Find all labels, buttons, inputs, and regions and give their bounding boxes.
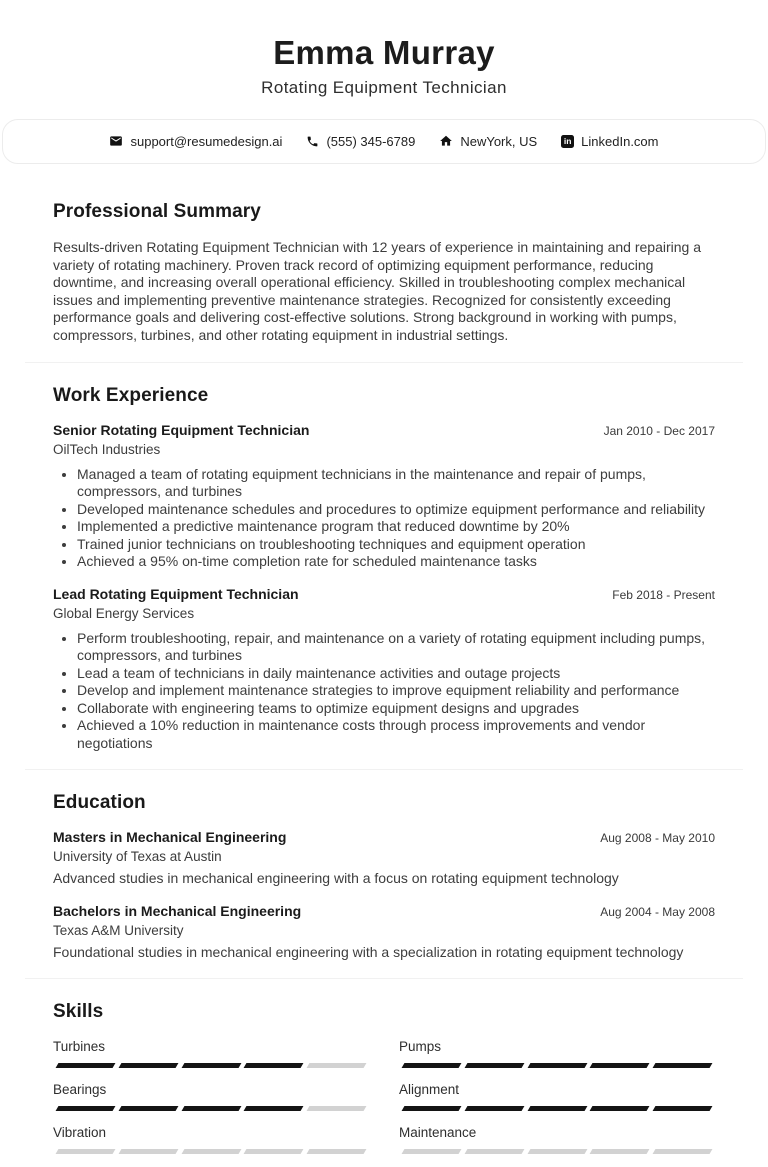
skills-grid	[53, 1038, 715, 1167]
job-bullet: • Develop and implement maintenance strategies to improve equipment reliability and performance	[77, 682, 715, 700]
contact-location	[439, 134, 537, 149]
home-icon	[439, 134, 453, 148]
skill-bar-segment	[464, 1106, 524, 1111]
skill-label: Maintenance	[399, 1125, 477, 1140]
job-title: Senior Rotating Equipment Technician	[53, 421, 310, 438]
skill-bar-segment	[181, 1063, 241, 1068]
skill-level-bar	[53, 1106, 369, 1111]
degree-school: University of Texas at Austin	[53, 849, 222, 864]
skill-bar-segment	[402, 1106, 462, 1111]
degree-title: Bachelors in Mechanical Engineering	[53, 902, 302, 919]
summary-section	[53, 201, 715, 345]
education-heading: Education	[53, 792, 146, 813]
job-bullet-list	[53, 466, 715, 571]
skill-label: Turbines	[53, 1039, 106, 1054]
skill-bar-segment	[56, 1149, 116, 1154]
job-entry	[53, 586, 715, 753]
job-bullet: • Implemented a predictive maintenance program that reduced downtime by 20%	[77, 518, 715, 536]
skill-bar-segment	[307, 1149, 367, 1154]
phone-icon	[306, 135, 319, 148]
job-bullet: • Perform troubleshooting, repair, and maintenance on a variety of rotating equipment including pumps, compressors, and turbines	[77, 630, 715, 665]
skills-heading: Skills	[53, 1001, 104, 1022]
skill-bar-segment	[653, 1106, 713, 1111]
candidate-title: Rotating Equipment Technician	[261, 77, 507, 97]
contact-linkedin	[561, 134, 658, 149]
contact-phone-text: (555) 345-6789	[326, 133, 416, 149]
education-section	[53, 792, 715, 961]
section-divider	[25, 978, 743, 979]
job-entry	[53, 422, 715, 571]
experience-heading: Work Experience	[53, 384, 209, 406]
job-bullet: • Developed maintenance schedules and procedures to optimize equipment performance and reliability	[77, 501, 715, 519]
contact-linkedin-text: LinkedIn.com	[581, 133, 659, 149]
contact-phone	[306, 134, 415, 149]
job-bullet: • Achieved a 95% on-time completion rate for scheduled maintenance tasks	[77, 553, 715, 571]
skill-bar-segment	[590, 1063, 650, 1068]
skill-bar-segment	[244, 1106, 304, 1111]
section-divider	[25, 362, 743, 363]
skill-level-bar	[399, 1149, 715, 1154]
skill-bar-segment	[118, 1063, 178, 1068]
skill-bar-segment	[307, 1106, 367, 1111]
skill-item	[399, 1081, 715, 1111]
skill-item	[399, 1124, 715, 1154]
skill-level-bar	[399, 1106, 715, 1111]
section-divider	[25, 769, 743, 770]
degree-dates: Aug 2004 - May 2008	[600, 904, 715, 919]
skill-bar-segment	[653, 1149, 713, 1154]
skill-item	[399, 1038, 715, 1068]
job-company: OilTech Industries	[53, 441, 161, 457]
job-bullet: • Achieved a 10% reduction in maintenance costs through process improvements and vendor negotiations	[77, 717, 715, 752]
experience-section	[53, 385, 715, 753]
skill-bar-segment	[590, 1149, 650, 1154]
degree-dates: Aug 2008 - May 2010	[600, 831, 715, 845]
degree-title: Masters in Mechanical Engineering	[53, 829, 287, 845]
skill-bar-segment	[181, 1106, 241, 1111]
job-title: Lead Rotating Equipment Technician	[53, 585, 299, 602]
skill-bar-segment	[56, 1106, 116, 1111]
skill-bar-segment	[181, 1149, 241, 1154]
job-header-row	[53, 586, 715, 603]
skill-item	[53, 1081, 369, 1111]
skills-section	[53, 1001, 715, 1167]
skill-item	[53, 1038, 369, 1068]
contact-bar	[2, 119, 766, 164]
contact-location-text: NewYork, US	[460, 133, 538, 149]
skill-label: Pumps	[399, 1039, 442, 1054]
skill-bar-segment	[464, 1149, 524, 1154]
skill-bar-segment	[307, 1063, 367, 1068]
resume-header	[0, 0, 768, 98]
envelope-icon	[109, 134, 123, 148]
degree-entry	[53, 829, 715, 888]
job-bullet: • Collaborate with engineering teams to optimize equipment designs and upgrades	[77, 700, 715, 718]
resume-body	[0, 201, 768, 1167]
skill-bar-segment	[402, 1149, 462, 1154]
degree-header-row	[53, 829, 715, 846]
summary-text: Results-driven Rotating Equipment Technician with 12 years of experience in maintaining and repairing a variety of rotating machinery. Proven track record of optimizing equipment performance, reducing downtime, and increasing overall operational efficiency. Skilled in troubleshooting complex mechanical issues and implementing preventive maintenance strategies. Recognized for consistently exceeding performance goals and delivering cost-effective solutions. Strong background in working with pumps, compressors, turbines, and other rotating equipment in industrial settings.	[53, 238, 701, 343]
degree-description: Foundational studies in mechanical engineering with a specialization in rotating equipment technology	[53, 943, 684, 960]
skill-item	[53, 1124, 369, 1154]
skill-bar-segment	[590, 1106, 650, 1111]
job-dates: Jan 2010 - Dec 2017	[603, 423, 715, 438]
skill-bar-segment	[244, 1149, 304, 1154]
job-list	[53, 422, 715, 753]
skill-bar-segment	[527, 1149, 587, 1154]
degree-header-row	[53, 903, 715, 920]
skill-bar-segment	[56, 1063, 116, 1068]
job-bullet: • Trained junior technicians on troubleshooting techniques and equipment operation	[77, 536, 715, 554]
contact-email-text: support@resumedesign.ai	[130, 133, 283, 149]
degree-list	[53, 829, 715, 961]
degree-entry	[53, 903, 715, 962]
skill-bar-segment	[527, 1063, 587, 1068]
skill-bar-segment	[653, 1063, 713, 1068]
linkedin-icon: in	[561, 135, 574, 148]
skill-level-bar	[53, 1149, 369, 1154]
skill-label: Bearings	[53, 1082, 107, 1097]
job-header-row	[53, 422, 715, 439]
degree-description: Advanced studies in mechanical engineering with a focus on rotating equipment technology	[53, 870, 619, 886]
job-bullet-list	[53, 630, 715, 753]
skill-bar-segment	[244, 1063, 304, 1068]
candidate-name: Emma Murray	[273, 34, 495, 71]
job-bullet: • Lead a team of technicians in daily maintenance activities and outage projects	[77, 665, 715, 683]
skill-level-bar	[399, 1063, 715, 1068]
degree-school: Texas A&M University	[53, 922, 184, 938]
summary-heading: Professional Summary	[53, 200, 261, 222]
skill-bar-segment	[464, 1063, 524, 1068]
job-company: Global Energy Services	[53, 605, 195, 621]
contact-email	[109, 134, 282, 149]
job-dates: Feb 2018 - Present	[612, 587, 715, 602]
skill-bar-segment	[402, 1063, 462, 1068]
skill-bar-segment	[527, 1106, 587, 1111]
skill-bar-segment	[118, 1149, 178, 1154]
job-bullet: • Managed a team of rotating equipment technicians in the maintenance and repair of pumps, compressors, and turbines	[77, 466, 715, 501]
skill-bar-segment	[118, 1106, 178, 1111]
skill-level-bar	[53, 1063, 369, 1068]
skill-label: Alignment	[399, 1082, 460, 1097]
skill-label: Vibration	[53, 1125, 107, 1140]
